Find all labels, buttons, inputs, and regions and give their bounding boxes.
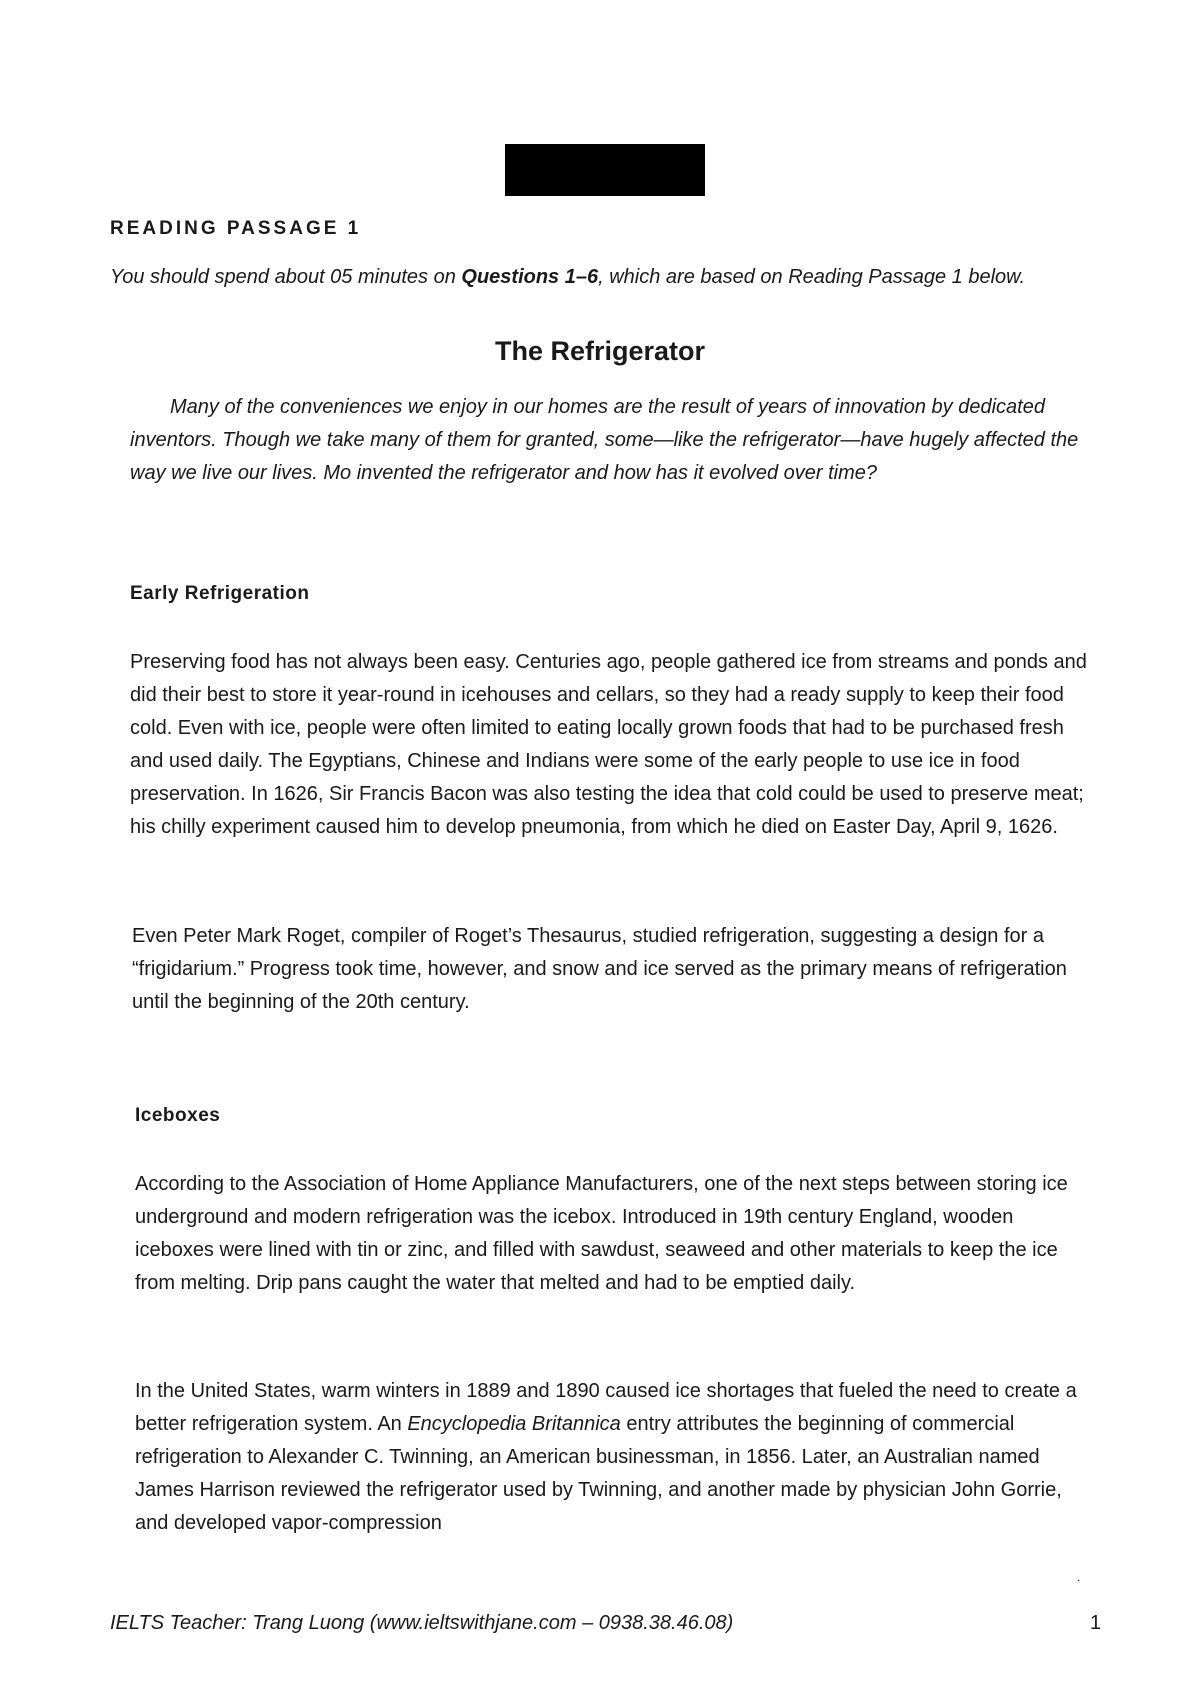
heading-early-refrigeration: Early Refrigeration: [130, 583, 310, 604]
iceboxes-paragraph-1: According to the Association of Home Appliance Manufacturers, one of the next steps between storing ice underground and modern refrigeration was the icebox. Introduced in 19th century England, wooden iceboxes were lined with tin or zinc, and filled with sawdust, seaweed and other materials to keep the ice from melting. Drip pans caught the water that melted and had to be emptied daily.: [135, 1173, 1068, 1294]
article-title: The Refrigerator: [494, 336, 706, 366]
instructions: [110, 262, 1100, 293]
iceboxes-p2-italic: Encyclopedia Britannica: [407, 1413, 621, 1435]
passage-label: READING PASSAGE 1: [110, 218, 362, 239]
redaction-block: [505, 144, 705, 196]
heading-iceboxes: Iceboxes: [135, 1105, 221, 1126]
instructions-pre: You should spend about 05 minutes on: [110, 266, 462, 288]
iceboxes-p2-pre: In the United States, warm winters in 1889 and 1890 caused ice shortages that fueled the need to create a better refrigeration system. An: [135, 1380, 1077, 1435]
page-number: 1: [1090, 1612, 1102, 1634]
intro-paragraph: Many of the conveniences we enjoy in our homes are the result of years of innovation by dedicated inventors. Though we take many of them for granted, some—like the refrigerator—have hugely affected the way we live our lives. Mo invented the refrigerator and how has it evolved over time?: [130, 396, 1079, 484]
iceboxes-paragraph-2: [135, 1375, 1095, 1540]
early-paragraph-1: Preserving food has not always been easy. Centuries ago, people gathered ice from streams and ponds and did their best to store it year-round in icehouses and cellars, so they had a ready supply to keep their food cold. Even with ice, people were often limited to eating locally grown foods that had to be purchased fresh and used daily. The Egyptians, Chinese and Indians were some of the early people to use ice in food preservation. In 1626, Sir Francis Bacon was also testing the idea that cold could be used to preserve meat; his chilly experiment caused him to develop pneumonia, from which he died on Easter Day, April 9, 1626.: [130, 651, 1087, 838]
iceboxes-p2-post: entry attributes the beginning of commercial refrigeration to Alexander C. Twinning, an American businessman, in 1856. Later, an Australian named James Harrison reviewed the refrigerator used by Twinning, and another made by physician John Gorrie, and developed vapor-compression: [135, 1413, 1062, 1534]
stray-mark: .: [1077, 1570, 1081, 1584]
instructions-questions: Questions 1–6: [461, 266, 599, 288]
instructions-post: , which are based on Reading Passage 1 below.: [598, 266, 1026, 288]
early-paragraph-2: Even Peter Mark Roget, compiler of Roget’s Thesaurus, studied refrigeration, suggesting a design for a “frigidarium.” Progress took time, however, and snow and ice served as the primary means of refrigeration until the beginning of the 20th century.: [132, 925, 1067, 1013]
footer-credit: IELTS Teacher: Trang Luong (www.ieltswithjane.com – 0938.38.46.08): [110, 1612, 734, 1634]
